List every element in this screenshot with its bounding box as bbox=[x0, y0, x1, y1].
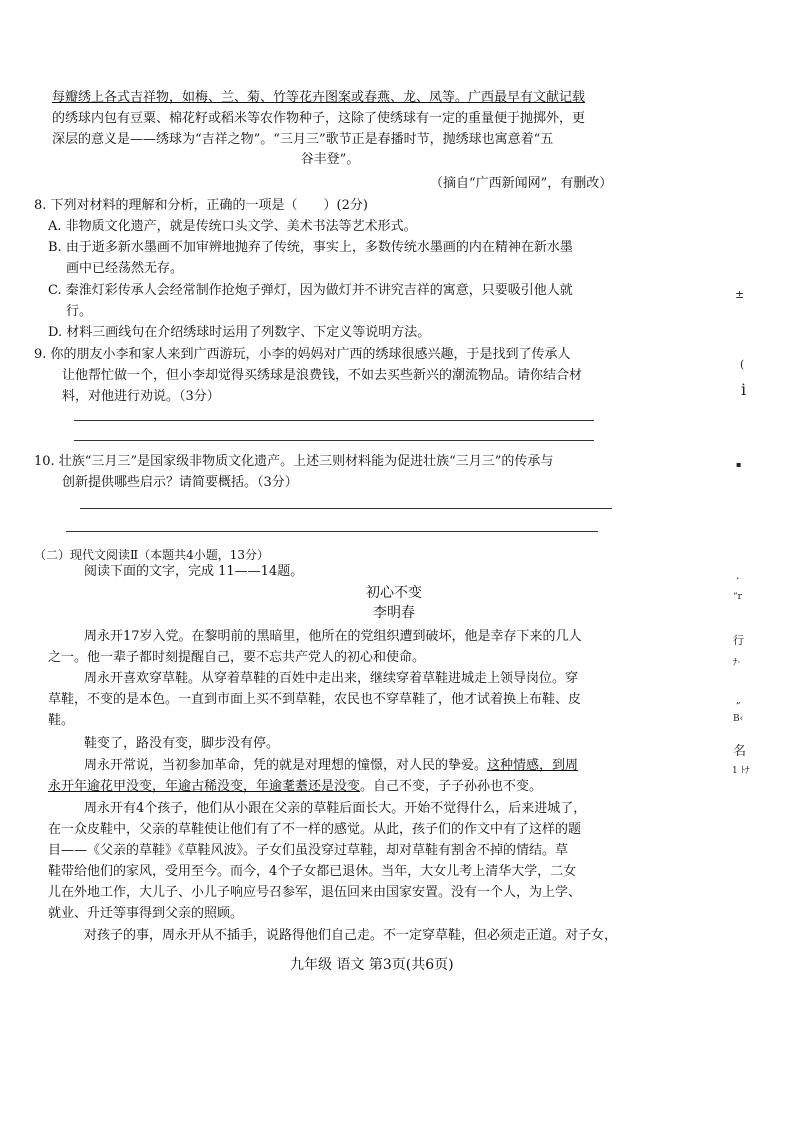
article-p5-f: 就业、升迁等事得到父亲的照顾。 bbox=[48, 906, 244, 921]
margin-char-6: “r bbox=[733, 592, 742, 602]
article-p5-b: 在一众皮鞋中，父亲的草鞋使让他们有了不一样的感觉。从此，孩子们的作文中有了这样的题 bbox=[48, 822, 582, 837]
q8-stem: 8. 下列对材料的理解和分析，正确的一项是（ ）(2分) bbox=[34, 198, 368, 213]
article-p3: 鞋变了，路没有变，脚步没有停。 bbox=[84, 736, 280, 751]
q9-answer-line-1[interactable] bbox=[74, 420, 594, 421]
q9-line-3: 料，对他进行劝说。（3分） bbox=[62, 389, 220, 404]
intro-line-4: 谷丰登”。 bbox=[300, 152, 360, 167]
q8-option-d[interactable]: D. 材料三画线句在介绍绣球时运用了列数字、下定义等说明方法。 bbox=[48, 325, 431, 340]
margin-char-7: 行 bbox=[733, 634, 744, 647]
margin-char-10: B‹ bbox=[733, 714, 744, 724]
article-title: 初心不变 bbox=[366, 585, 422, 601]
q10-answer-line-1[interactable] bbox=[80, 508, 612, 509]
article-p5-e: 儿在外地工作，大儿子、小儿子响应号召参军，退伍回来由国家安置。没有一个人，为上学、 bbox=[48, 885, 582, 900]
q8-option-a[interactable]: A. 非物质文化遗产，就是传统口头文学、美术书法等艺术形式。 bbox=[48, 219, 417, 234]
article-author: 李明春 bbox=[373, 605, 415, 621]
margin-char-12: 1 ﾄﾅ bbox=[732, 766, 750, 776]
q9-answer-line-2[interactable] bbox=[74, 440, 594, 441]
margin-char-8: ﾅ· bbox=[733, 658, 741, 668]
article-p4-b bbox=[48, 777, 542, 797]
article-p2-b: 草鞋，不变的是本色。一直到市面上买不到草鞋，农民也不穿草鞋了，他才试着换上布鞋、皮 bbox=[48, 692, 582, 707]
q10-line-2: 创新提供哪些启示？请简要概括。（3分） bbox=[62, 475, 298, 490]
intro-line-1: 每瓣绣上各式吉祥物，如梅、兰、菊、竹等花卉图案或春燕、龙、凤等。广西最早有文献记载 bbox=[52, 90, 586, 105]
margin-char-3: i bbox=[741, 380, 747, 399]
intro-source: （摘自“广西新闻网”，有删改） bbox=[430, 176, 613, 191]
article-p2-a: 周永开喜欢穿草鞋。从穿着草鞋的百姓中走出来，继续穿着草鞋进城走上领导岗位。穿 bbox=[84, 671, 579, 686]
article-p4-underlined-b: 永开年逾花甲没变，年逾古稀没变，年逾耄耋还是没变 bbox=[48, 779, 361, 794]
article-p4-b-text: 。自己不变，子子孙孙也不变。 bbox=[360, 779, 543, 794]
q9-line-1: 9. 你的朋友小李和家人来到广西游玩，小李的妈妈对广西的绣球很感兴趣，于是找到了传承人 bbox=[34, 347, 571, 362]
margin-char-4: ▪ bbox=[736, 460, 742, 469]
article-p1-a: 周永开17岁入党。在黎明前的黑暗里，他所在的党组织遭到破坏，他是幸存下来的几人 bbox=[84, 629, 582, 644]
margin-char-5: · bbox=[736, 572, 740, 585]
q8-option-c[interactable]: C. 秦淮灯彩传承人会经常制作抢炮子弹灯，因为做灯并不讲究吉祥的寓意，只要吸引他人就 bbox=[48, 283, 573, 298]
intro-line-2: 的绣球内包有豆粟、棉花籽或稻米等农作物种子，这除了使绣球有一定的重量便于抛掷外，更 bbox=[52, 111, 586, 126]
article-p5-d: 鞋带给他们的家风，受用至今。而今，4个子女都已退休。当年，大女儿考上清华大学，二女 bbox=[48, 864, 577, 879]
article-p4-a-text: 周永开常说，当初参加革命，凭的就是对理想的憧憬，对人民的挚爱。 bbox=[84, 758, 488, 773]
page-footer: 九年级 语文 第3页(共6页) bbox=[290, 957, 454, 973]
margin-char-9: „ bbox=[736, 696, 741, 706]
article-p4-underlined-a: 这种情感，到周 bbox=[487, 758, 579, 773]
q8-option-b[interactable]: B. 由于逝多新水墨画不加审辨地抛弃了传统，事实上，多数传统水墨画的内在精神在新水墨 bbox=[48, 240, 573, 255]
article-p5-c: 目——《父亲的草鞋》《草鞋风波》。子女们虽没穿过草鞋，却对草鞋有割舍不掉的情结。草 bbox=[48, 843, 569, 858]
article-p5-a: 周永开有4个孩子，他们从小跟在父亲的草鞋后面长大。开始不觉得什么，后来进城了， bbox=[84, 801, 587, 816]
margin-char-11: 名 bbox=[733, 744, 747, 759]
q10-answer-line-2[interactable] bbox=[66, 531, 598, 532]
section2-instruction: 阅读下面的文字，完成 11——14题。 bbox=[84, 564, 304, 579]
margin-char-2: ( bbox=[740, 358, 745, 371]
q9-line-2: 让他帮忙做一个，但小李却觉得买绣球是浪费钱，不如去买些新兴的潮流物品。请你结合材 bbox=[62, 368, 583, 383]
article-p4-a bbox=[84, 756, 578, 776]
margin-char-1: ± bbox=[735, 288, 745, 301]
article-p2-c: 鞋。 bbox=[48, 713, 75, 728]
q10-line-1: 10. 壮族“三月三”是国家级非物质文化遗产。上述三则材料能为促进壮族“三月三”的传承与 bbox=[34, 454, 554, 469]
q8-option-b-cont: 画中已经荡然无存。 bbox=[66, 261, 184, 276]
intro-line-3: 深层的意义是——绣球为“吉祥之物”。“三月三”歌节正是春播时节，抛绣球也寓意着“五 bbox=[52, 132, 554, 147]
section2-heading: （二）现代文阅读Ⅱ（本题共4小题，13分） bbox=[34, 548, 270, 562]
article-p1-b: 之一。他一辈子都时刻提醒自己，要不忘共产党人的初心和使命。 bbox=[48, 650, 426, 665]
q8-option-c-cont: 行。 bbox=[66, 304, 93, 319]
article-p6: 对孩子的事，周永开从不插手，说路得他们自己走。不一定穿草鞋，但必须走正道。对子女， bbox=[84, 928, 618, 943]
